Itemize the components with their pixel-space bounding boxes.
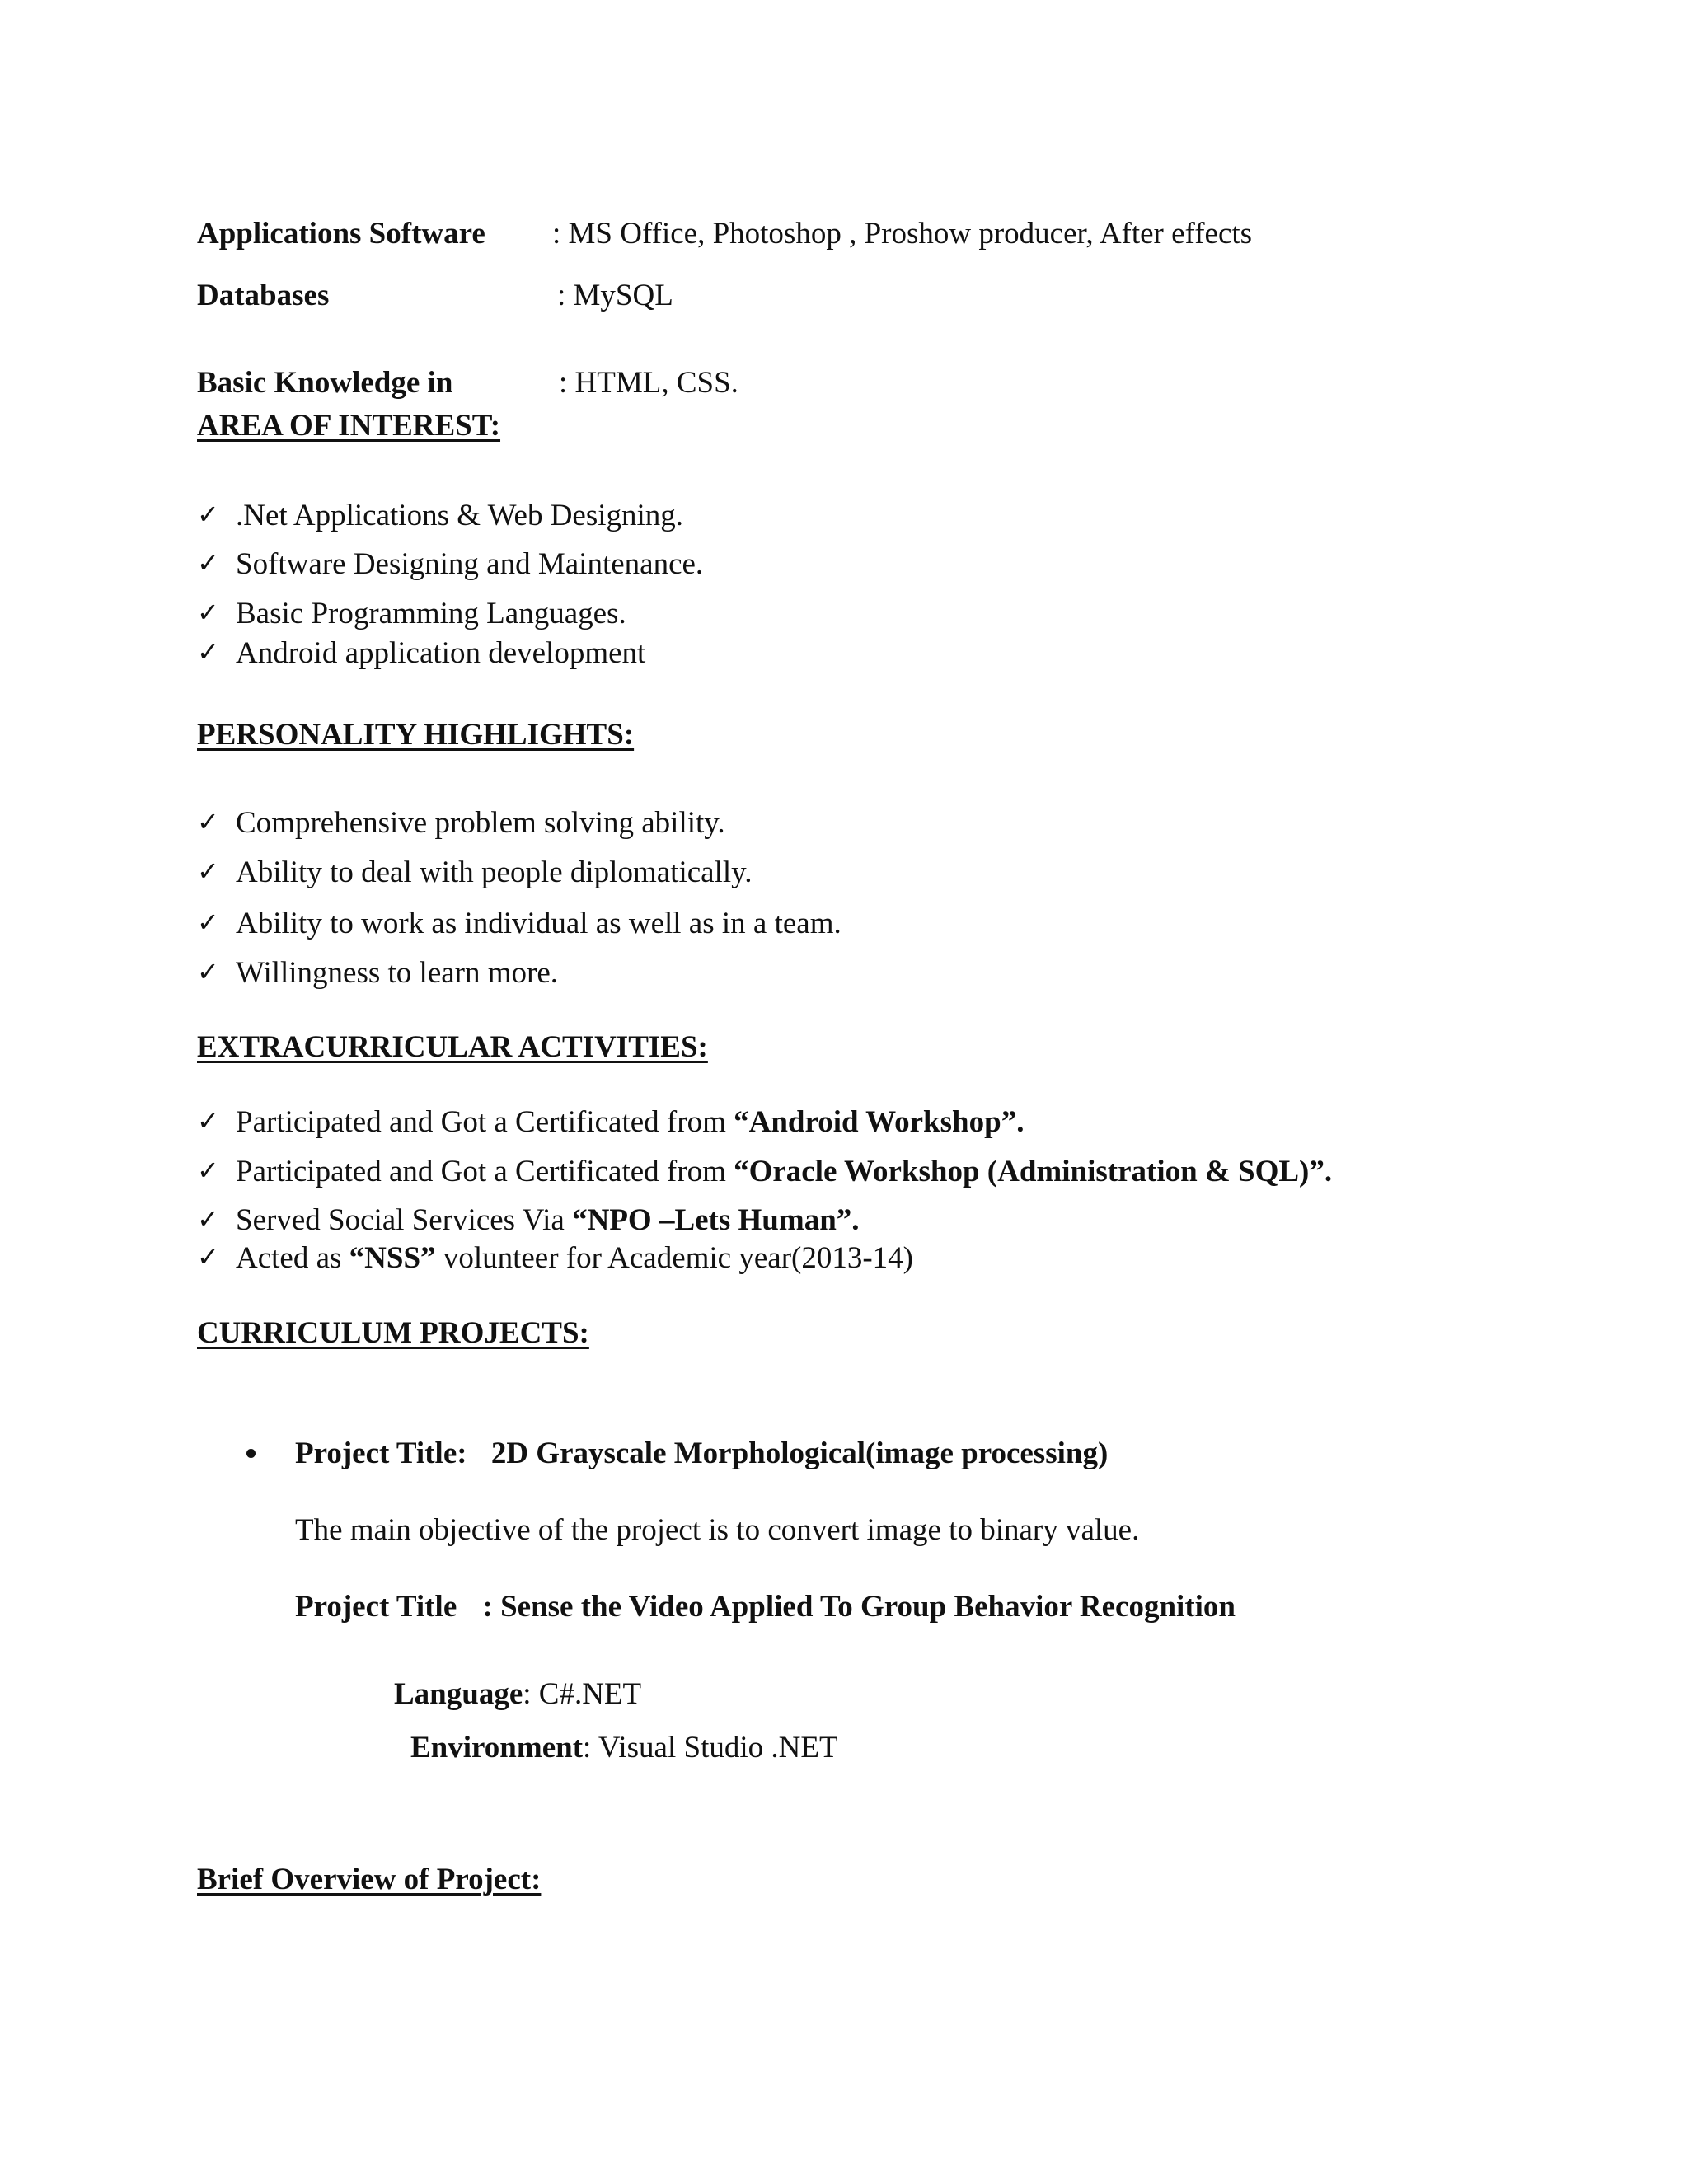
skill-value-basic-knowledge: : HTML, CSS. (559, 366, 738, 400)
project1-title-label: Project Title: (295, 1436, 467, 1470)
list-item: Software Designing and Maintenance. (236, 547, 704, 581)
checkmark-icon: ✓ (197, 547, 219, 579)
checkmark-icon: ✓ (197, 1105, 219, 1137)
skill-value-applications: : MS Office, Photoshop , Proshow producer, After effects (552, 217, 1253, 251)
list-item (236, 1156, 1332, 1187)
list-item (236, 1205, 860, 1235)
project2-title-label: Project Title (295, 1590, 457, 1624)
skill-label-basic-knowledge: Basic Knowledge in (197, 366, 453, 400)
activity-highlight: “NPO –Lets Human”. (572, 1203, 860, 1237)
list-item (236, 1243, 913, 1273)
skill-value-databases: : MySQL (557, 279, 673, 312)
language-label: Language (394, 1677, 523, 1711)
extracurricular-heading: EXTRACURRICULAR ACTIVITIES: (197, 1030, 708, 1064)
projects-heading: CURRICULUM PROJECTS: (197, 1316, 589, 1350)
project1-description: The main objective of the project is to convert image to binary value. (295, 1513, 1140, 1547)
bullet-icon (246, 1449, 256, 1458)
checkmark-icon: ✓ (197, 499, 219, 530)
list-item: .Net Applications & Web Designing. (236, 499, 684, 532)
skill-label-databases: Databases (197, 279, 330, 312)
activity-text: Acted as (236, 1241, 349, 1275)
activity-highlight: “NSS” (349, 1241, 436, 1275)
language-value: : C#.NET (523, 1677, 642, 1711)
checkmark-icon: ✓ (197, 1241, 219, 1272)
list-item: Willingness to learn more. (236, 956, 559, 990)
checkmark-icon: ✓ (197, 636, 219, 668)
checkmark-icon: ✓ (197, 907, 219, 938)
project2-title-value: : Sense the Video Applied To Group Behavior Recognition (482, 1590, 1236, 1624)
list-item: Android application development (236, 636, 646, 670)
list-item: Ability to work as individual as well as in a team. (236, 907, 842, 940)
area-of-interest-heading: AREA OF INTEREST: (197, 409, 501, 443)
project2-language (394, 1679, 641, 1709)
personality-heading: PERSONALITY HIGHLIGHTS: (197, 718, 635, 752)
activity-highlight: “Oracle Workshop (Administration & SQL)”. (734, 1155, 1333, 1188)
activity-text: Participated and Got a Certificated from (236, 1155, 734, 1188)
checkmark-icon: ✓ (197, 855, 219, 887)
checkmark-icon: ✓ (197, 806, 219, 837)
project1-title (295, 1438, 1108, 1469)
checkmark-icon: ✓ (197, 1203, 219, 1235)
checkmark-icon: ✓ (197, 597, 219, 628)
list-item: Basic Programming Languages. (236, 597, 626, 630)
project2-title (295, 1591, 1236, 1622)
project1-title-value: 2D Grayscale Morphological(image processing) (490, 1436, 1109, 1470)
checkmark-icon: ✓ (197, 1155, 219, 1186)
activity-highlight: “Android Workshop”. (734, 1105, 1025, 1139)
skill-label-applications: Applications Software (197, 217, 485, 251)
environment-label: Environment (410, 1731, 584, 1765)
project2-environment (410, 1732, 838, 1763)
list-item (236, 1107, 1024, 1137)
overview-heading: Brief Overview of Project: (197, 1863, 542, 1896)
activity-text: Served Social Services Via (236, 1203, 573, 1237)
environment-value: : Visual Studio .NET (583, 1731, 838, 1765)
activity-tail: volunteer for Academic year(2013-14) (435, 1241, 913, 1275)
activity-text: Participated and Got a Certificated from (236, 1105, 734, 1139)
checkmark-icon: ✓ (197, 956, 219, 987)
list-item: Comprehensive problem solving ability. (236, 806, 725, 840)
list-item: Ability to deal with people diplomatically. (236, 855, 753, 889)
